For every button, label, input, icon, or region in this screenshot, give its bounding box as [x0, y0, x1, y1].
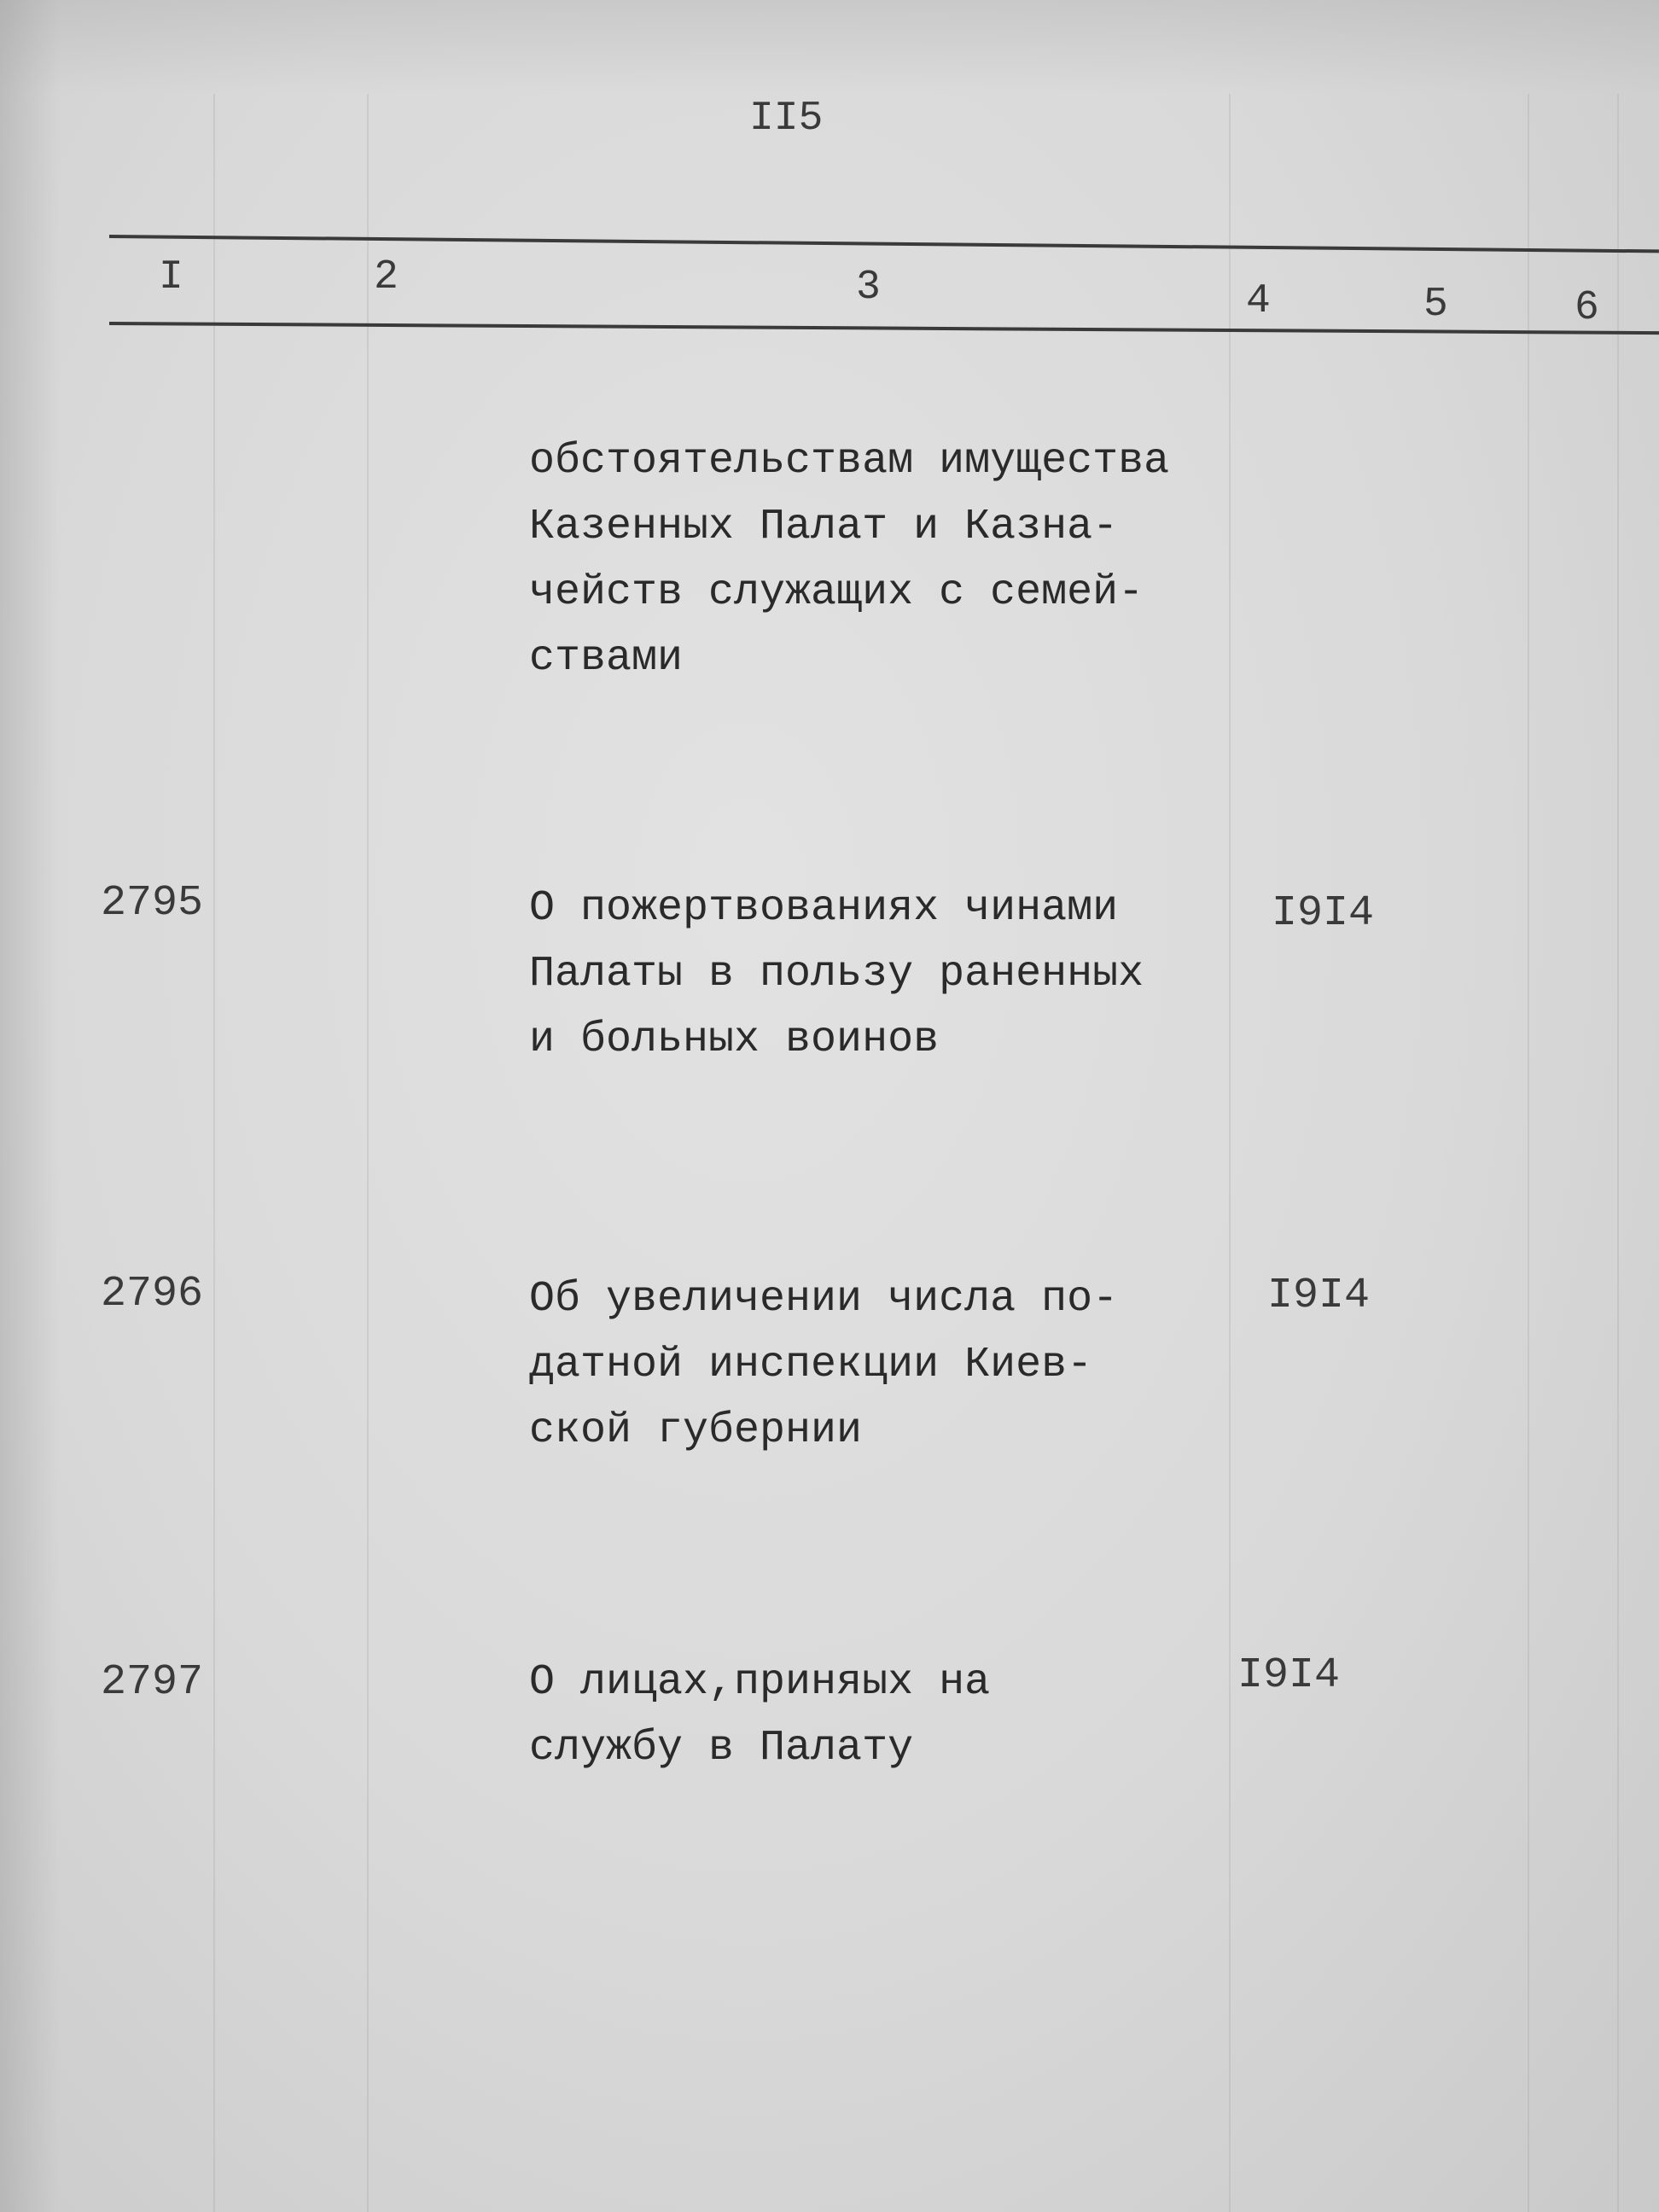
column-header-6: 6 [1575, 285, 1599, 331]
entry-number: 2795 [101, 879, 204, 928]
entry-year: I9I4 [1267, 1272, 1371, 1320]
column-header-2: 2 [374, 254, 399, 300]
entry-year: I9I4 [1272, 889, 1375, 938]
page-number: II5 [749, 96, 824, 142]
page-shadow-top [0, 0, 1659, 94]
column-guide-line [1617, 94, 1619, 2212]
entry-title: О пожертвованиях чинами Палаты в пользу раненных и больных воинов [529, 884, 1144, 1064]
entry-number: 2797 [101, 1658, 204, 1707]
entry-title: Об увеличении числа по- датной инспекции Киев- ской губернии [529, 1275, 1119, 1455]
column-guide-line [367, 94, 369, 2212]
column-guide-line [1528, 94, 1529, 2212]
entry-year: I9I4 [1237, 1651, 1341, 1700]
header-rule-top [109, 235, 1659, 253]
continued-entry-title: обстоятельствам имущества Казенных Палат и Казна- чейств служащих с семей- ствами [529, 437, 1170, 683]
entry-title: О лицах,приняых на службу в Палату [529, 1658, 991, 1773]
column-guide-line [1229, 94, 1231, 2212]
page-shadow-left [0, 0, 60, 2212]
column-guide-line [213, 94, 215, 2212]
entry-number: 2796 [101, 1270, 204, 1318]
column-header-1: I [159, 254, 183, 300]
column-header-4: 4 [1246, 278, 1271, 324]
column-header-3: 3 [856, 265, 881, 311]
column-header-5: 5 [1423, 282, 1448, 328]
